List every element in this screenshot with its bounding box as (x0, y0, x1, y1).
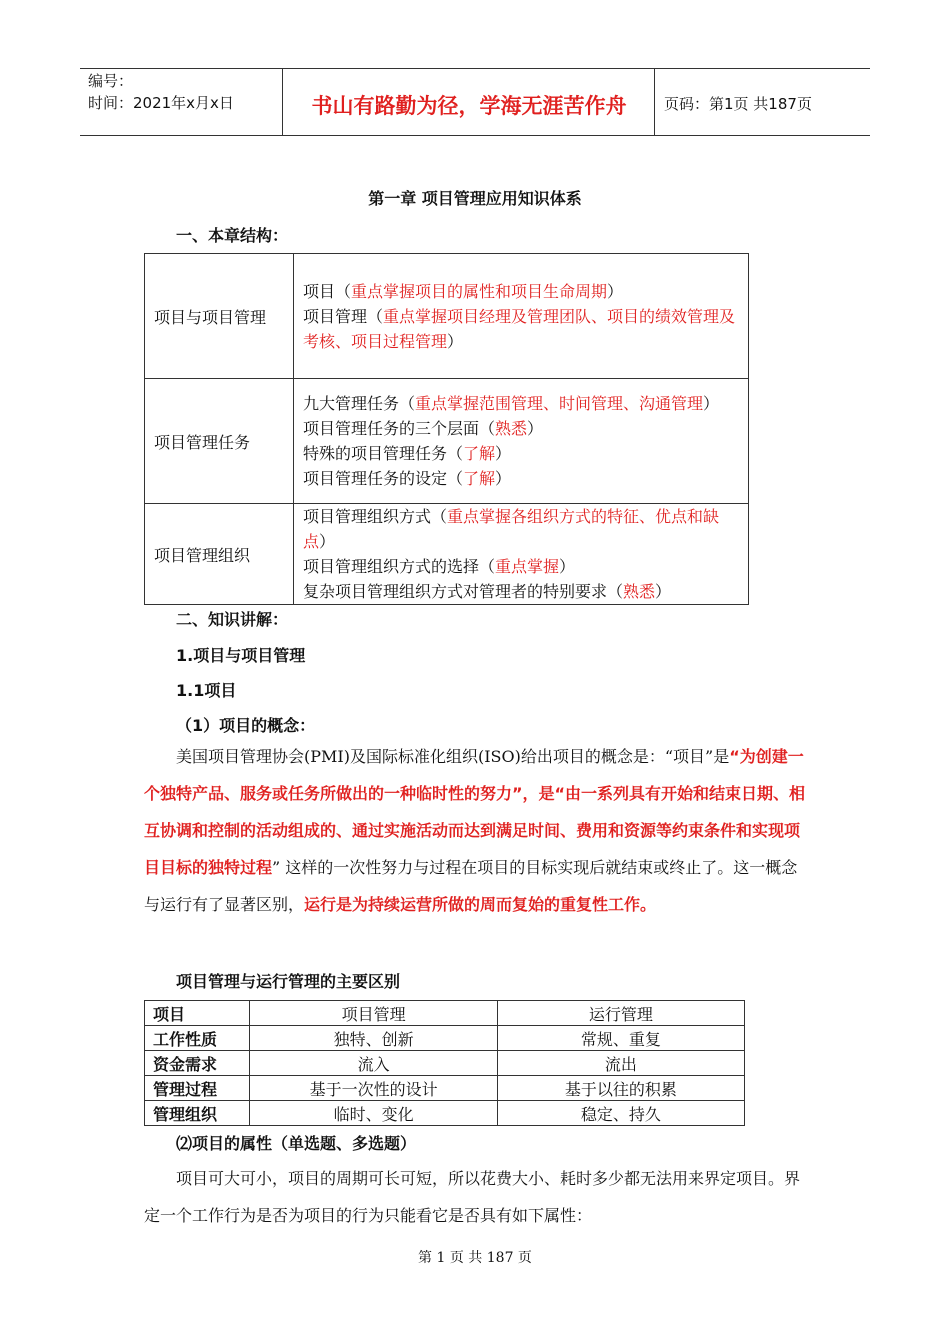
line-text: ） (527, 419, 544, 438)
line-text: 项目管理任务的三个层面（ (303, 419, 496, 438)
table-cell: 稳定、持久 (497, 1101, 744, 1126)
line-text: ） (559, 557, 576, 576)
concept-definition: “为创建一个独特产品、服务或任务所做出的一种临时性的努力”，是“由一系列具有开始和结束日期、相互协调和控制的活动组成的、通过实施活动而达到满足时间、费用和资源等约束条件和实现项目目标的独特过程 (144, 747, 806, 877)
header-left (88, 70, 234, 114)
line-text: 复杂项目管理组织方式对管理者的特别要求（ (303, 582, 624, 601)
structure-line (303, 554, 740, 579)
table-cell: 独特、创新 (250, 1026, 497, 1051)
table-title: 项目管理与运行管理的主要区别 (176, 972, 401, 991)
line-text: 项目（ (303, 281, 352, 301)
structure-line (303, 416, 740, 441)
table-cell: 临时、变化 (250, 1101, 497, 1126)
structure-content (294, 254, 749, 379)
line-text: ） (655, 582, 672, 601)
section-heading: 二、知识讲解： (176, 610, 289, 629)
structure-label: 项目与项目管理 (145, 254, 294, 379)
emphasis-text: 重点掌握各组织方式的特征、优点和缺点 (303, 507, 720, 551)
structure-line (303, 466, 740, 491)
header-motto: 书山有路勤为径，学海无涯苦作舟 (311, 94, 627, 118)
attribute-paragraph: 项目可大可小，项目的周期可长可短，所以花费大小、耗时多少都无法用来界定项目。界定一个工作行为是否为项目的行为只能看它是否具有如下属性： (144, 1169, 801, 1225)
structure-line (303, 441, 740, 466)
header-page-info: 页码：第1页 共187页 (664, 95, 812, 113)
header-top-rule (80, 68, 870, 69)
table-row (145, 1051, 745, 1076)
table-cell: 流出 (497, 1051, 744, 1076)
line-text: 项目管理组织方式（ (303, 507, 448, 526)
structure-label: 项目管理组织 (145, 504, 294, 605)
header-bottom-rule (80, 135, 870, 136)
emphasis-text: 重点掌握项目经理及管理团队、项目的绩效管理及考核、项目过程管理 (303, 306, 736, 351)
structure-line (303, 279, 740, 304)
table-cell: 流入 (250, 1051, 497, 1076)
subsection-heading: ⑵项目的属性（单选题、多选题） (176, 1134, 417, 1153)
header-divider (282, 68, 283, 136)
line-text: ） (607, 281, 624, 301)
table-row (145, 1076, 745, 1101)
table-row (145, 379, 749, 504)
line-text: 项目管理组织方式的选择（ (303, 557, 496, 576)
structure-line (303, 391, 740, 416)
table-cell: 基于一次性的设计 (250, 1076, 497, 1101)
header-number-label: 编号： (88, 72, 134, 90)
table-cell: 项目 (145, 1001, 250, 1026)
table-cell: 工作性质 (145, 1026, 250, 1051)
emphasis-text: 熟悉 (495, 419, 528, 438)
emphasis-text: 了解 (463, 444, 496, 463)
concept-paragraph (144, 738, 809, 923)
emphasis-text: 熟悉 (623, 582, 656, 601)
table-cell: 管理过程 (145, 1076, 250, 1101)
table-header-row (145, 1001, 745, 1026)
structure-line (303, 504, 740, 554)
structure-content (294, 504, 749, 605)
line-text: ） (319, 532, 336, 551)
emphasis-text: 了解 (463, 469, 496, 488)
structure-line (303, 304, 740, 354)
header-date: 时间：2021年x月x日 (88, 94, 234, 112)
table-row (145, 1101, 745, 1126)
table-row (145, 504, 749, 605)
line-text: ） (495, 444, 512, 463)
table-cell: 基于以往的积累 (497, 1076, 744, 1101)
emphasis-text: 重点掌握 (495, 557, 560, 576)
line-text: 项目管理（ (303, 306, 384, 326)
table-row (145, 254, 749, 379)
table-row (145, 1026, 745, 1051)
comparison-table (144, 1000, 745, 1126)
subsection-heading: 1.1项目 (176, 681, 237, 700)
line-text: ） (447, 331, 464, 351)
operation-definition: 运行是为持续运营所做的周而复始的重复性工作。 (304, 895, 657, 914)
chapter-title: 第一章 项目管理应用知识体系 (368, 189, 582, 208)
subsection-heading: 1.项目与项目管理 (176, 646, 306, 665)
line-text: 九大管理任务（ (303, 394, 416, 413)
line-text: 特殊的项目管理任务（ (303, 444, 464, 463)
concept-text: 美国项目管理协会(PMI)及国际标准化组织(ISO)给出项目的概念是：“项目”是 (176, 747, 730, 766)
table-cell: 常规、重复 (497, 1026, 744, 1051)
structure-line (303, 579, 740, 604)
header-divider (654, 68, 655, 136)
line-text: ） (495, 469, 512, 488)
concept-text: ” 这样的一次性努力与过程在项目的目标实现后就结束或终止了。这一概念与运行有了显著区别， (144, 858, 798, 914)
line-text: 项目管理任务的设定（ (303, 469, 464, 488)
emphasis-text: 重点掌握项目的属性和项目生命周期 (351, 281, 608, 301)
table-cell: 管理组织 (145, 1101, 250, 1126)
subsection-heading: （1）项目的概念： (176, 716, 316, 735)
table-cell: 项目管理 (250, 1001, 497, 1026)
structure-label: 项目管理任务 (145, 379, 294, 504)
emphasis-text: 重点掌握范围管理、时间管理、沟通管理 (415, 394, 704, 413)
line-text: ） (703, 394, 720, 413)
section-heading: 一、本章结构： (176, 226, 289, 245)
structure-table (144, 253, 749, 605)
structure-content (294, 379, 749, 504)
table-cell: 资金需求 (145, 1051, 250, 1076)
page-footer: 第 1 页 共 187 页 (418, 1250, 532, 1266)
table-cell: 运行管理 (497, 1001, 744, 1026)
